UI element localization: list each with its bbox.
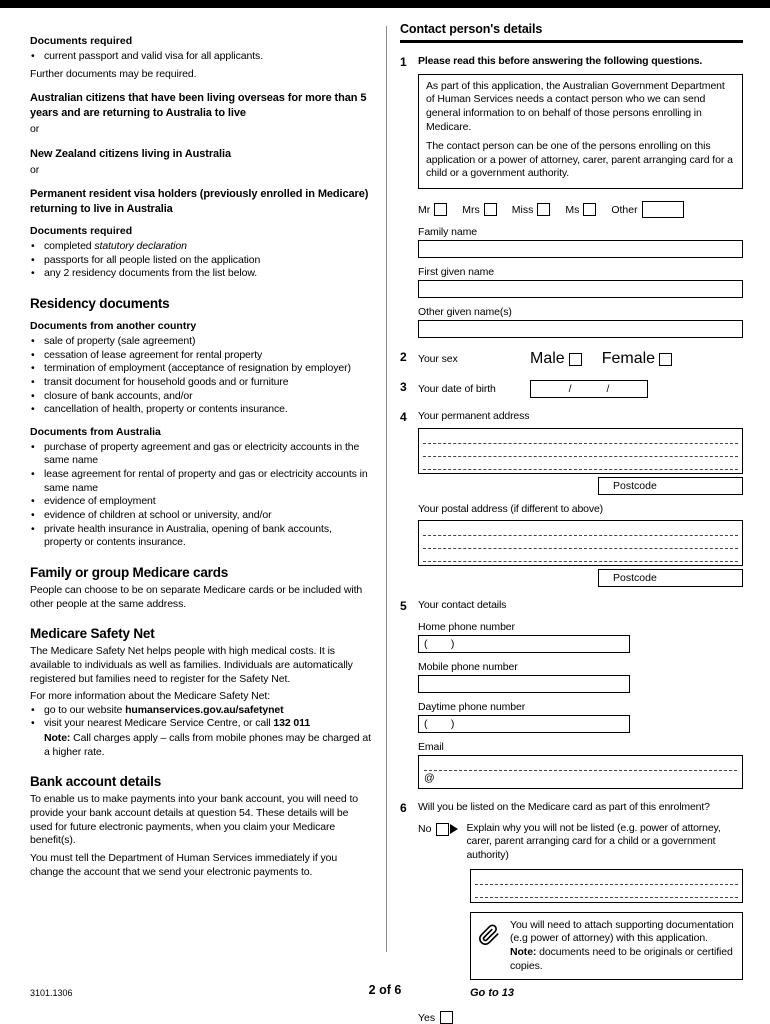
question-1-number: 1 [400,55,407,69]
question-6-number: 6 [400,801,407,816]
bullet-text: • passports for all people listed on the application [44,253,261,266]
question-1 [400,55,743,338]
postcode-row [418,569,743,587]
permanent-address-label: Your permanent address [418,410,530,423]
medicare-safety-net-heading: Medicare Safety Net [30,626,155,642]
bank-paragraph-1: To enable us to make payments into your bank account, you will need to provide your bank account details at question 54. These details will be used for future electronic payments, when you claim your Medicare benefit(s). [30,793,359,847]
bullet-text: • termination of employment (acceptance of resignation by employer) [44,362,351,375]
address-write-line [423,536,738,549]
bullet-text-plain: completed [44,240,95,253]
explanation-input[interactable] [470,869,743,903]
family-group-cards-text: People can choose to be on separate Medicare cards or be included with other people at the same address. [30,583,363,610]
documents-from-australia-heading: Documents from Australia [30,425,161,438]
safety-net-paragraph: The Medicare Safety Net helps people with high medical costs. It is available to individuals as well as families. Individuals are automatically registered but families need to register for the Safety Net. [30,645,353,685]
address-write-line [423,523,738,536]
bullet-text: • evidence of children at school or university, and/or [44,509,272,522]
list-item [30,240,372,254]
bullet-text: • evidence of employment [44,495,156,508]
documents-required-heading: Documents required [30,35,133,47]
bullet-text: • cessation of lease agreement for rental property [44,348,263,361]
family-group-cards-heading: Family or group Medicare cards [30,564,229,580]
bank-account-details-heading: Bank account details [30,774,162,790]
bullet-text: • current passport and valid visa for all applicants. [44,50,264,62]
postcode-row [418,477,743,495]
checkbox-ms[interactable] [583,203,596,216]
bullet-text: • transit document for household goods and or furniture [44,375,289,388]
list-item [30,335,372,349]
family-name-input[interactable] [418,240,743,258]
question-2 [400,350,743,368]
dob-row [418,380,743,398]
other-given-names-label: Other given name(s) [418,306,512,319]
home-phone-input[interactable]: ( ) [418,635,630,653]
postcode-label: Postcode [613,479,657,492]
date-of-birth-input[interactable]: / / [530,380,648,398]
attach-note-bold: Note: [510,945,537,958]
female-label: Female [601,350,656,368]
overseas-citizens-heading: Australian citizens that have been living overseas for more than 5 years and are returning to Australia to live [30,92,367,119]
first-given-name-input[interactable] [418,280,743,298]
date-of-birth-label: Your date of birth [418,383,496,396]
home-phone-label: Home phone number [418,621,515,634]
address-write-line [423,431,738,444]
list-item [30,376,372,390]
list-item [30,441,372,468]
postcode-label: Postcode [613,572,657,585]
bullet-text: • cancellation of health, property or contents insurance. [44,403,288,416]
bullet-text-plain: visit your nearest Medicare Service Centre, or call [44,717,274,730]
yes-label: Yes [418,1012,436,1024]
no-checkbox[interactable] [436,823,458,836]
question-4-number: 4 [400,410,407,425]
list-item [30,403,372,417]
title-label-miss: Miss [511,203,534,216]
go-to-13-instruction: Go to 13 [470,987,515,1000]
bullet-text: • closure of bank accounts, and/or [44,389,193,402]
male-label: Male [530,350,565,368]
checkbox-mrs[interactable] [484,203,497,216]
bullet-text: • lease agreement for rental of property and gas or electricity accounts in same name [44,468,368,494]
column-divider [386,26,387,952]
title-label-mrs: Mrs [462,203,480,216]
pr-visa-heading: Permanent resident visa holders (previously enrolled in Medicare) returning to live in Australia [30,188,369,215]
your-sex-label: Your sex [418,353,458,366]
nz-citizens-heading: New Zealand citizens living in Australia [30,147,231,160]
safety-net-more-info: For more information about the Medicare Safety Net: [30,690,271,703]
list-item [30,50,372,64]
info-paragraph-2: The contact person can be one of the persons enrolling on this application or a power of attorney, carer, parent arranging card for a child or a government authority. [426,140,733,180]
title-label-mr: Mr [418,203,431,216]
list-item [30,704,372,718]
documents-required-heading-2: Documents required [30,225,133,238]
no-option-row [418,822,743,863]
bullet-text: • any 2 residency documents from the list below. [44,267,258,280]
daytime-phone-label: Daytime phone number [418,701,526,714]
bullet-text [44,240,187,254]
or-text: or [30,122,40,135]
yes-checkbox[interactable] [440,1011,453,1024]
postal-address-input[interactable] [418,520,743,566]
top-black-bar [0,0,770,8]
no-checkbox-box [436,823,449,836]
checkbox-female[interactable] [659,353,672,366]
left-column [30,26,372,879]
list-item [30,390,372,404]
list-item [30,509,372,523]
mobile-phone-input[interactable] [418,675,630,693]
bullet-text: • purchase of property agreement and gas or electricity accounts in the same name [44,440,360,467]
permanent-postcode-input[interactable] [598,477,743,495]
email-label: Email [418,741,444,754]
first-given-name-label: First given name [418,266,495,279]
question-5-number: 5 [400,599,407,614]
email-input[interactable] [418,755,743,789]
no-label: No [418,822,432,835]
family-name-label: Family name [418,226,477,239]
attachment-note-box [470,912,743,981]
question-6-label: Will you be listed on the Medicare card as part of this enrolment? [418,801,710,814]
note-text: Call charges apply – calls from mobile phones may be charged at a higher rate. [44,732,371,758]
list-item [30,362,372,376]
bank-paragraph-2: You must tell the Department of Human Services immediately if you change the account that we send your electronic payments to. [30,851,338,878]
no-explain-text: Explain why you will not be listed (e.g. power of attorney, carer, parent arranging card for a child or a government authority) [466,821,721,861]
further-documents-note: Further documents may be required. [30,67,197,80]
bullet-text: • sale of property (sale agreement) [44,334,196,347]
other-title-input[interactable] [642,201,684,218]
goto-arrow-icon [450,824,458,834]
or-text: or [30,163,40,176]
explanation-write-line [475,885,738,898]
daytime-phone-input[interactable]: ( ) [418,715,630,733]
paperclip-icon [478,919,502,974]
email-write-line [424,758,737,771]
permanent-address-input[interactable] [418,428,743,474]
bullet-text [44,717,372,759]
title-checkbox-row [418,201,743,218]
bullet-text: • private health insurance in Australia, opening of bank accounts, property or contents insurance. [44,522,332,549]
checkbox-miss[interactable] [537,203,550,216]
attach-text: You will need to attach supporting documentation (e.g power of attorney) with this application. [510,918,734,945]
mobile-phone-label: Mobile phone number [418,661,518,674]
checkbox-male[interactable] [569,353,582,366]
postal-postcode-input[interactable] [598,569,743,587]
question-1-label: Please read this before answering the following questions. [418,55,703,67]
form-number: 3101.1306 [30,988,73,998]
list-item [30,523,372,550]
postal-address-label: Your postal address (if different to above) [418,502,604,515]
explanation-write-line [475,872,738,885]
question-2-number: 2 [400,350,407,365]
list-item [30,717,372,759]
documents-from-another-country-heading: Documents from another country [30,319,197,332]
address-write-line [423,444,738,457]
other-given-names-input[interactable] [418,320,743,338]
contact-details-label: Your contact details [418,599,507,612]
bullet-text [44,704,284,718]
title-label-other: Other [611,203,638,216]
residency-documents-heading: Residency documents [30,295,170,311]
list-item [30,495,372,509]
question-3-number: 3 [400,380,407,395]
right-column [400,22,743,1024]
list-item [30,267,372,281]
checkbox-mr[interactable] [434,203,447,216]
question-3 [400,380,743,398]
call-charges-note [44,732,372,759]
list-item [30,254,372,268]
info-paragraph-1: As part of this application, the Australian Government Department of Human Services needs a contact person who we can send general information to on behalf of those persons enrolling in Medicare. [426,79,725,133]
email-at-sign: @ [424,772,435,785]
bullet-line [44,717,310,729]
page-number: 2 of 6 [368,983,402,997]
question-4 [400,410,743,587]
attach-note-text: documents need to be originals or certified copies. [510,945,733,972]
question-5 [400,599,743,789]
list-item [30,468,372,495]
address-write-line [423,457,738,470]
address-write-line [423,549,738,562]
title-label-ms: Ms [565,203,580,216]
contact-person-details-heading: Contact person's details [400,22,743,43]
attachment-note-text [510,919,735,974]
list-item [30,349,372,363]
safetynet-url: humanservices.gov.au/safetynet [125,703,284,716]
contact-person-info-box [418,74,743,189]
note-bold: Note: [44,732,71,745]
bullet-text-italic: statutory declaration [94,240,187,253]
yes-option-row [418,1011,743,1024]
bullet-text-plain: go to our website [44,703,126,716]
medicare-phone-number: 132 011 [273,717,311,730]
no-branch-content [470,869,743,1000]
sex-row [418,350,743,368]
